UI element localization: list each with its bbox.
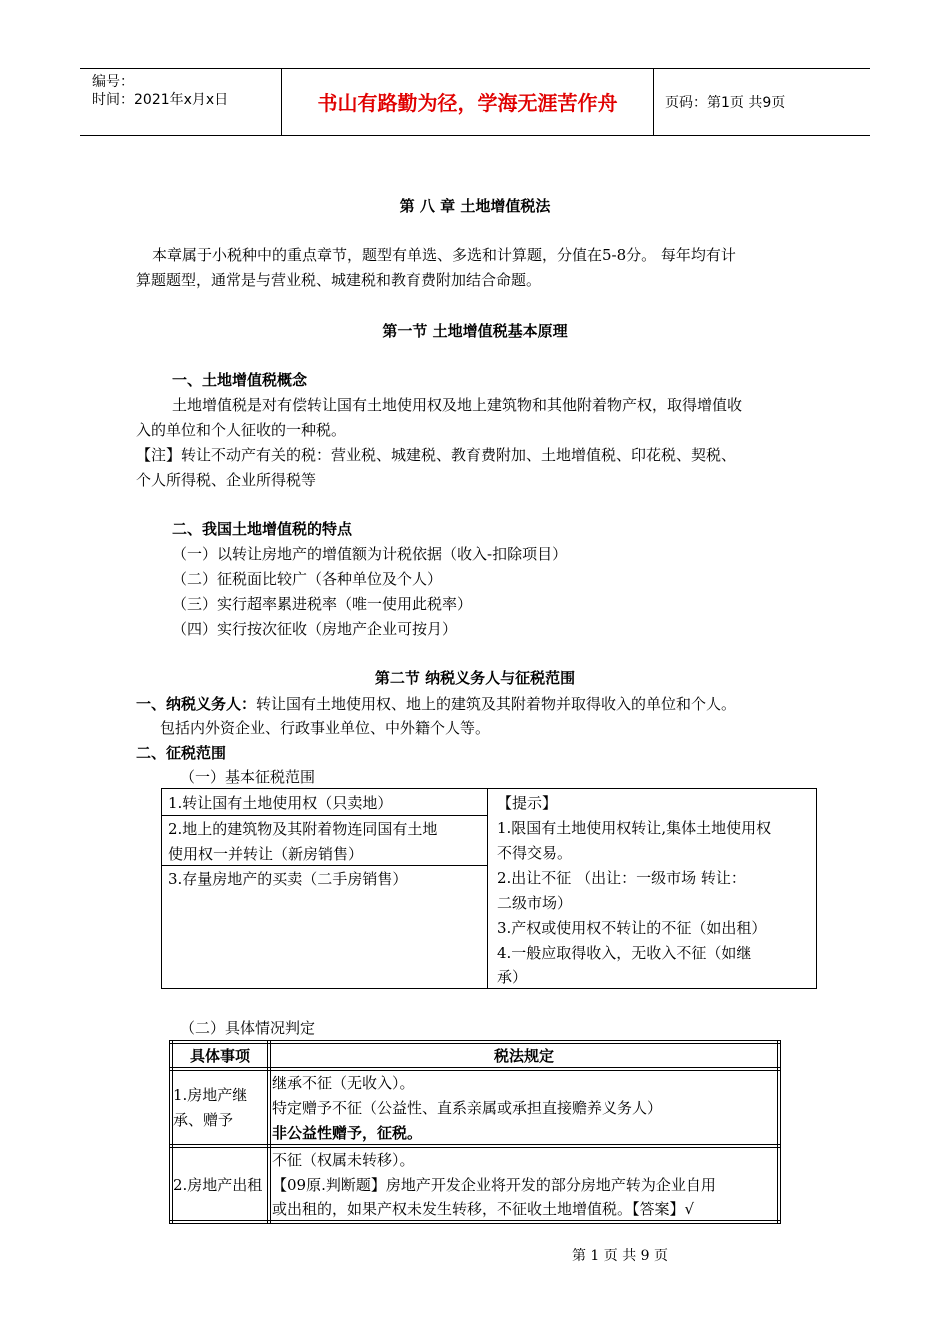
table-rule [169, 1040, 781, 1041]
feature-item: （三）实行超率累进税率（唯一使用此税率） [172, 595, 473, 613]
scope-heading: 二、征税范围 [136, 744, 227, 762]
page-footer-text: 第 1 页 共 9 页 [571, 1248, 669, 1264]
table-rule [169, 1043, 781, 1044]
table-rule [780, 1040, 781, 1224]
section1-title: 第一节 土地增值税基本原理 [382, 322, 568, 340]
table-cell: 3.存量房地产的买卖（二手房销售） [168, 870, 408, 888]
taxpayer-line-2: 包括内外资企业、行政事业单位、中外籍个人等。 [160, 719, 491, 737]
table-rule [161, 815, 488, 816]
header-page-info: 页码：第1页 共9页 [665, 95, 786, 111]
header-divider-right [653, 68, 654, 135]
header-bottom-rule [80, 135, 870, 136]
tip-line: 4.一般应取得收入，无收入不征（如继 [497, 944, 752, 962]
table-cell: 1.转让国有土地使用权（只卖地） [168, 794, 393, 812]
scope-sub1: （一）基本征税范围 [180, 768, 316, 786]
tip-line: 3.产权或使用权不转让的不征（如出租） [497, 919, 767, 937]
table-header: 税法规定 [493, 1047, 554, 1065]
scope-sub2: （二）具体情况判定 [180, 1019, 316, 1037]
table-rule [161, 788, 162, 989]
note-line-1: 【注】转让不动产有关的税：营业税、城建税、教育费附加、土地增值税、印花税、契税、 [136, 446, 737, 464]
table-rule [169, 1220, 781, 1221]
table-rule [169, 1223, 781, 1224]
tip-line: 承） [497, 968, 528, 986]
table-cell: 2.地上的建筑物及其附着物连同国有土地 [168, 820, 438, 838]
table-rule [161, 788, 817, 789]
taxpayer-line [136, 694, 736, 714]
intro-line-2: 算题题型，通常是与营业税、城建税和教育费附加结合命题。 [136, 271, 542, 289]
table-rule [169, 1040, 170, 1224]
row-rule-text: 【09原.判断题】房地产开发企业将开发的部分房地产转为企业自用 [272, 1176, 716, 1194]
row-rule-text-bold: 非公益性赠予，征税。 [272, 1124, 423, 1142]
intro-line-1: 本章属于小税种中的重点章节，题型有单选、多选和计算题，分值在5-8分。 每年均有计 [152, 246, 736, 264]
taxpayer-text: 转让国有土地使用权、地上的建筑及其附着物并取得收入的单位和个人。 [256, 695, 737, 713]
header-top-rule [80, 68, 870, 69]
chapter-title: 第 八 章 土地增值税法 [399, 197, 551, 215]
header-date-label: 时间：2021年x月x日 [92, 92, 229, 108]
table-rule [161, 865, 488, 866]
table-rule [270, 1040, 271, 1224]
tip-line: 1.限国有土地使用权转让,集体土地使用权 [497, 819, 772, 837]
row-item: 承、赠予 [173, 1111, 234, 1129]
page-footer [0, 1246, 950, 1266]
feature-item: （四）实行按次征收（房地产企业可按月） [172, 620, 458, 638]
table-rule [172, 1040, 173, 1224]
row-rule-text: 不征（权属未转移）。 [272, 1151, 415, 1169]
tip-line: 不得交易。 [497, 844, 573, 862]
table-cell: 使用权一并转让（新房销售） [168, 845, 364, 863]
table-rule [161, 988, 817, 989]
tip-line: 2.出让不征 （出让：一级市场 转让： [497, 869, 746, 887]
feature-item: （二）征税面比较广（各种单位及个人） [172, 570, 443, 588]
note-line-2: 个人所得税、企业所得税等 [136, 471, 317, 489]
section2-title: 第二节 纳税义务人与征税范围 [374, 669, 576, 687]
table-rule [816, 788, 817, 989]
row-rule-text: 继承不征（无收入）。 [272, 1074, 415, 1092]
table-rule [777, 1040, 778, 1224]
table-rule [267, 1040, 268, 1224]
concept-line-1: 土地增值税是对有偿转让国有土地使用权及地上建筑物和其他附着物产权，取得增值收 [172, 396, 743, 414]
row-item: 2.房地产出租 [173, 1176, 263, 1194]
row-item: 1.房地产继 [173, 1086, 248, 1104]
table-header: 具体事项 [189, 1047, 250, 1065]
header-number-label: 编号： [92, 74, 134, 90]
table-rule [169, 1070, 781, 1071]
tip-line: 二级市场） [497, 894, 573, 912]
table-rule [169, 1067, 781, 1068]
table-rule [169, 1147, 781, 1148]
row-rule-text: 或出租的，如果产权未发生转移，不征收土地增值税。【答案】√ [272, 1200, 695, 1218]
concept-line-2: 入的单位和个人征收的一种税。 [136, 421, 347, 439]
tip-line: 【提示】 [497, 794, 558, 812]
feature-item: （一）以转让房地产的增值额为计税依据（收入-扣除项目） [172, 545, 568, 563]
taxpayer-label: 一、纳税义务人： [136, 695, 257, 713]
header-motto: 书山有路勤为径，学海无涯苦作舟 [317, 91, 618, 115]
section1-heading-features: 二、我国土地增值税的特点 [172, 520, 353, 538]
table-rule [487, 788, 488, 989]
row-rule-text: 特定赠予不征（公益性、直系亲属或承担直接赡养义务人） [272, 1099, 663, 1117]
table-rule [169, 1144, 781, 1145]
section1-heading-concept: 一、土地增值税概念 [172, 371, 308, 389]
